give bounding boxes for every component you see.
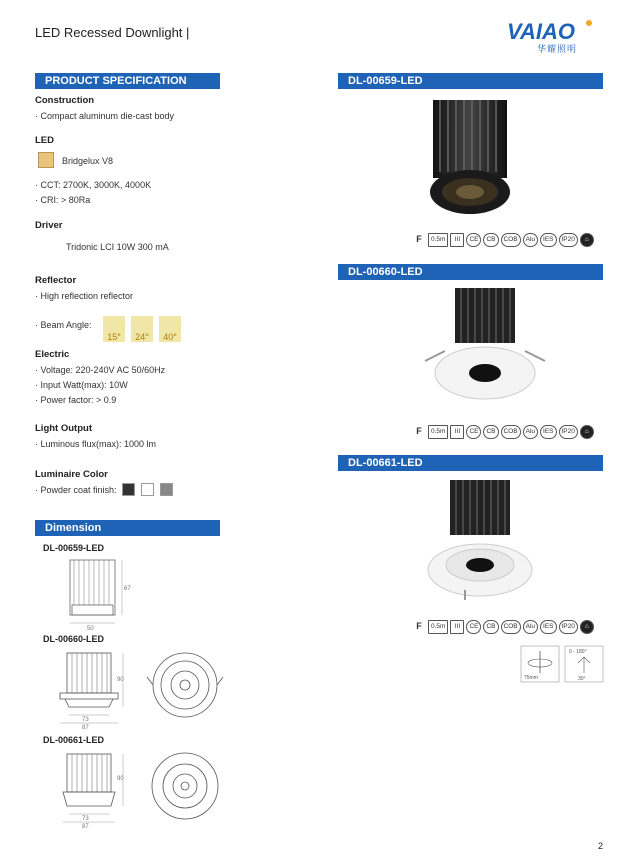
voltage-text: · Voltage: 220-240V AC 50/60Hz xyxy=(35,365,166,375)
color-swatches xyxy=(122,483,173,496)
cert-05m-icon: 0.5m xyxy=(428,425,448,439)
dimension-label-00659: DL-00659-LED xyxy=(43,543,105,553)
dim-00660-height: 90 xyxy=(117,677,124,683)
cert-alu-icon: Alu xyxy=(523,233,538,247)
f-mark-icon: F xyxy=(416,621,422,631)
product-photo-00661 xyxy=(420,475,550,605)
beam-angle-icons xyxy=(103,316,181,342)
dim-00661-width-1: 73 xyxy=(82,816,89,822)
f-mark-icon: F xyxy=(416,234,422,244)
dimension-label-00660: DL-00660-LED xyxy=(43,634,105,644)
dimension-section-bar: Dimension xyxy=(35,520,220,536)
cert-row-00661 xyxy=(412,620,594,634)
power-factor-text: · Power factor: > 0.9 xyxy=(35,395,117,405)
dim-00661-height: 90 xyxy=(117,776,124,782)
led-heading: LED xyxy=(35,135,54,146)
cert-cob-icon: COB xyxy=(501,425,521,439)
cert-row-00660 xyxy=(412,425,594,439)
beam-angle-label: · Beam Angle: xyxy=(35,320,92,330)
cert-ies-icon: IES xyxy=(540,620,556,634)
drawing-00660 xyxy=(55,645,235,730)
cert-ies-icon: IES xyxy=(540,425,556,439)
angle-range-text: 0 - 180° xyxy=(569,649,587,655)
product-bar-00661: DL-00661-LED xyxy=(338,455,603,471)
ce-icon: CE xyxy=(466,425,481,439)
class-iii-icon: III xyxy=(450,425,464,439)
cct-text: · CCT: 2700K, 3000K, 4000K xyxy=(35,180,152,190)
dim-00659-height: 67 xyxy=(124,586,131,592)
spec-section-bar: PRODUCT SPECIFICATION xyxy=(35,73,220,89)
cert-cb-icon: CB xyxy=(483,425,498,439)
brand-logo xyxy=(503,17,603,55)
cert-cb-icon: CB xyxy=(483,620,498,634)
bell-icon: ⌂ xyxy=(580,425,594,439)
cert-ip20-icon: IP20 xyxy=(559,425,578,439)
ce-icon: CE xyxy=(466,620,481,634)
document-title: LED Recessed Downlight | xyxy=(35,25,190,40)
page-number: 2 xyxy=(597,841,603,851)
light-output-heading: Light Output xyxy=(35,423,92,434)
cert-05m-icon: 0.5m xyxy=(428,233,448,247)
f-mark-icon: F xyxy=(416,426,422,436)
led-chip-text: Bridgelux V8 xyxy=(62,156,114,166)
input-watt-text: · Input Watt(max): 10W xyxy=(35,380,128,390)
cert-ip20-icon: IP20 xyxy=(559,620,578,634)
brand-logo-subtext: 华耀照明 xyxy=(537,44,578,54)
beam-15-icon: 15° xyxy=(103,316,125,342)
beam-40-icon: 40° xyxy=(159,316,181,342)
color-swatch-white xyxy=(141,483,154,496)
rotation-text: 30° xyxy=(578,676,586,682)
cert-05m-icon: 0.5m xyxy=(428,620,448,634)
drawing-00659 xyxy=(60,555,140,630)
color-heading: Luminaire Color xyxy=(35,469,108,480)
cutout-text: 75mm xyxy=(524,675,538,681)
electric-heading: Electric xyxy=(35,349,70,360)
cert-alu-icon: Alu xyxy=(523,425,538,439)
tilt-rotation-diagram xyxy=(520,645,605,685)
driver-text: Tridonic LCI 10W 300 mA xyxy=(66,242,169,252)
dim-00659-width: 50 xyxy=(87,626,94,630)
cert-cob-icon: COB xyxy=(501,233,521,247)
color-swatch-dark xyxy=(122,483,135,496)
cert-cob-icon: COB xyxy=(501,620,521,634)
product-bar-00660: DL-00660-LED xyxy=(338,264,603,280)
reflector-text: · High reflection reflector xyxy=(35,291,134,301)
cert-alu-icon: Alu xyxy=(523,620,538,634)
bell-icon: ⌂ xyxy=(580,233,594,247)
svg-text:VAIAO: VAIAO xyxy=(507,19,576,43)
dimension-label-00661: DL-00661-LED xyxy=(43,735,105,745)
dim-00661-width-2: 87 xyxy=(82,824,89,830)
cert-row-00659 xyxy=(412,233,594,247)
cert-ies-icon: IES xyxy=(540,233,556,247)
brand-logo-mark xyxy=(503,17,603,43)
cert-cb-icon: CB xyxy=(483,233,498,247)
class-iii-icon: III xyxy=(450,233,464,247)
beam-24-icon: 24° xyxy=(131,316,153,342)
construction-text: · Compact aluminum die-cast body xyxy=(35,111,175,121)
cri-text: · CRI: > 80Ra xyxy=(35,195,91,205)
construction-heading: Construction xyxy=(35,95,95,106)
drawing-00661 xyxy=(55,746,235,831)
dim-00660-width-1: 73 xyxy=(82,717,89,723)
dim-00660-width-2: 87 xyxy=(82,725,89,730)
cert-ip20-icon: IP20 xyxy=(559,233,578,247)
product-photo-00660 xyxy=(415,283,555,408)
ce-icon: CE xyxy=(466,233,481,247)
bell-icon: ⌂ xyxy=(580,620,594,634)
color-swatch-grey xyxy=(160,483,173,496)
product-photo-00659 xyxy=(415,92,525,222)
led-chip-icon xyxy=(38,152,54,168)
product-bar-00659: DL-00659-LED xyxy=(338,73,603,89)
class-iii-icon: III xyxy=(450,620,464,634)
color-label: · Powder coat finish: xyxy=(35,485,117,495)
luminous-text: · Luminous flux(max): 1000 lm xyxy=(35,439,157,449)
driver-heading: Driver xyxy=(35,220,63,231)
reflector-heading: Reflector xyxy=(35,275,77,286)
